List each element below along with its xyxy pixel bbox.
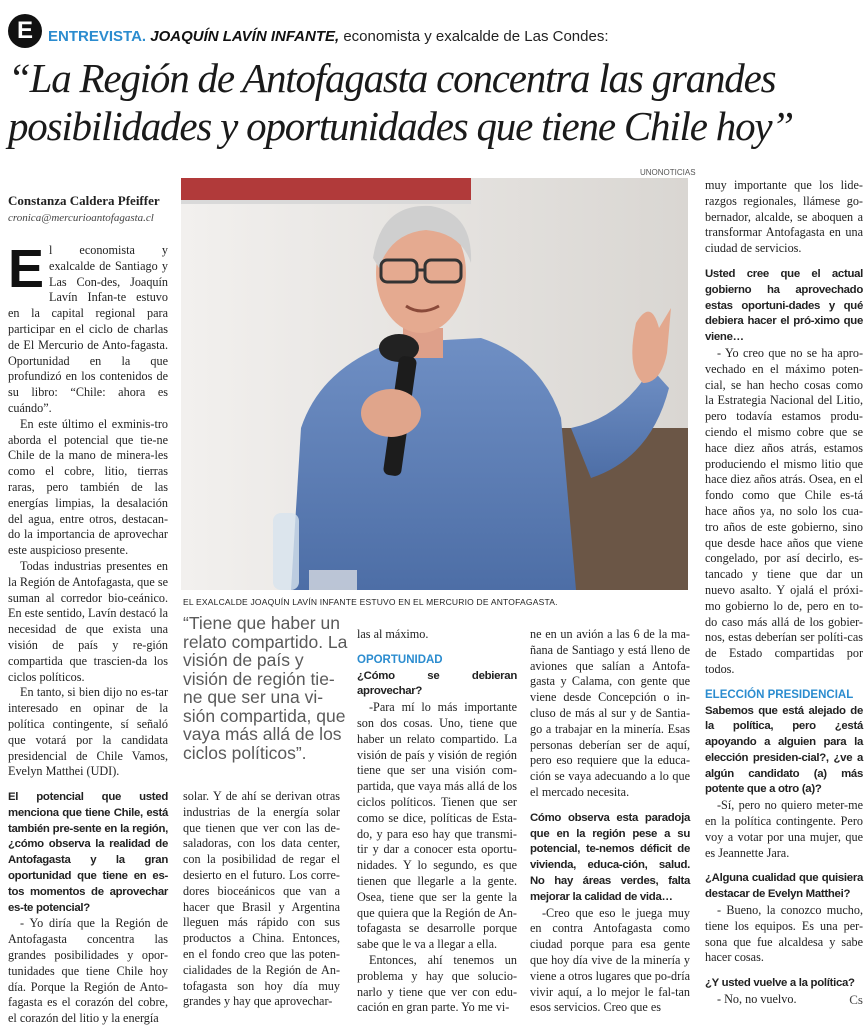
answer — [705, 992, 863, 1008]
question: ¿Y usted vuelve a la política? — [705, 977, 855, 990]
column-2 — [183, 789, 340, 1010]
section-badge: E — [8, 14, 42, 48]
pull-quote: “Tiene que haber un relato compartido. La visión de país y visión de región tie-ne que ser una vi-sión compartida, que vaya más allá de los ciclos políticos”. — [183, 613, 348, 763]
end-mark: Cs — [849, 992, 863, 1008]
photo-caption: EL EXALCALDE JOAQUÍN LAVÍN INFANTE ESTUVO EN EL MERCURIO DE ANTOFAGASTA. — [183, 597, 558, 607]
answer: -Creo que eso le juega muy en contra Antofagasta como ciudad porque para esa gente que hoy día vive de la minería y viene a otros lugares que po-dría vivir aquí, a lo mejor le fal-tan esos servicios. Creo que es — [530, 905, 690, 1015]
drop-cap: E — [8, 239, 45, 299]
interview-photo — [181, 178, 688, 590]
answer: - Yo creo que no se ha apro-vechado en el máximo poten-cial, se han hecho cosas como la Estrategia Nacional del Litio, pero todavía estamos produ-ciendo el mismo cobre que se hace diez años atrás, estamos produciendo el mismo litio que hace diez años atrás. Osea, en el fondo como que Chile es-tá hace años ya, no solo los cua-tro años de este gobierno, sino que desde hace años que viene congelado, por así decirlo, es-tancado y tiene que dar un nuevo asalto. Y ojalá el próxi-mo gobierno lo de, pero en to-do caso más allá de los gobier-nos, estas deberían ser políti-cas de Estado compartidas por todos. — [705, 345, 863, 676]
question: ¿Alguna cualidad que quisiera destacar de Evelyn Matthei? — [705, 872, 863, 901]
body-paragraph: las al máximo. — [357, 627, 429, 641]
question: Sabemos que está alejado de la política, pero ¿está apoyando a alguien para la elección presiden-cial?, ¿ve a algún candidato (a) más potente que a otro (a)? — [705, 704, 863, 796]
question: Cómo observa esta paradoja que en la región pese a su potencial, te-nemos déficit de vivienda, educa-ción, salud. No hay áreas verdes, falta mejorar la calidad de vida… — [530, 811, 690, 903]
headline: “La Región de Antofagasta concentra las grandes posibilidades y oportunidades que tiene Chile hoy” — [8, 55, 793, 149]
column-1 — [8, 239, 168, 1027]
answer: -Para mí lo más importante son dos cosas. Uno, tiene que haber un relato compartido. La visión de país y visión de región tiene que ser una visión com-partida, que vaya más allá de los ciclos políticos. Tienen que ser como se dice, políticas de Esta-do, y para eso hay que transmi-tir y dar a conocer esta oportu-nidades. Y lo segundo, es que tienen que llegarle a la gente. Osea, tiene que ser la gente la que quiera que la Región de An-tofagasta se desarrolle porque sabe que le va a llegar a ella. — [357, 700, 517, 952]
author-name: Constanza Caldera Pfeiffer — [8, 193, 160, 208]
body-paragraph: muy importante que los lide-razgos regionales, llámese go-bernador, alcalde, se aboquen a transformar Antofagasta en una ciudad de servicios. — [705, 178, 863, 256]
kicker — [48, 28, 608, 45]
body-paragraph: Todas industrias presentes en la Región de Antofagasta, que se suman al corredor bio-ceánico. En este sentido, Lavín destacó la necesidad de que exista una visión de país y re-gión compartida que trascien-da los ciclos políticos. — [8, 558, 168, 684]
column-3 — [357, 627, 517, 1016]
body-paragraph: solar. Y de ahí se derivan otras industrias de la energía solar que tienen que ver con las de-saladoras, con los data center, con la posibilidad de regar el desierto en el futuro. Los corre-dores bioceánicos que van a hacer que Brasil y Argentina lleguen más rápido con sus productos a China. Entonces, en el fondo creo que las poten-cialidades de la Región de An-tofagasta son hoy día muy grandes y hay que aprovechar- — [183, 789, 340, 1009]
kicker-rest: economista y exalcalde de Las Condes: — [339, 28, 609, 45]
intro-paragraph — [8, 239, 168, 417]
answer: -Sí, pero no quiero meter-me en la política contingente. Pero voy a votar por una mujer, que es Jeannette Jara. — [705, 798, 863, 860]
kicker-tag: ENTREVISTA. — [48, 28, 147, 45]
question: Usted cree que el actual gobierno ha aprovechado estas oportuni-dades y qué debiera hacer el pró-ximo que viene… — [705, 267, 863, 344]
body-paragraph: En este último el exminis-tro aborda el potencial que tie-ne Chile de la mano de minera-les como el cobre, litio, tierras raras, pero también de las energías limpias, la desalación del agua, entre otros, destacan-do la importancia de aprovechar este auspicioso presente. — [8, 416, 168, 558]
final-answer: - No, no vuelvo. — [717, 992, 797, 1007]
photo-illustration — [181, 178, 688, 590]
column-4 — [530, 627, 690, 1016]
body-paragraph: En tanto, si bien dijo no es-tar interesado en opinar de la política contingente, sí señaló que votará por la candidata presidencial de Chile Vamos, Evelyn Matthei (UDI). — [8, 685, 168, 779]
answer: - Bueno, la conozco mucho, tiene los equipos. Es una per-sona que fue alcaldesa y sabe hacer cosas. — [705, 903, 863, 965]
body-paragraph: ne en un avión a las 6 de la ma-ñana de Santiago y está lleno de aviones que salían a Antofa-gasta y Calama, con gente que viene desde Concepción o in-cluso de más al sur y de Santia-go a trabajar en la minería. Esas personas deberían ser de aquí, pero eso requiere que la educa-ción se vaya adecuando a lo que el mercado necesita. — [530, 627, 690, 799]
column-5 — [705, 178, 863, 1008]
author-email[interactable]: cronica@mercurioantofagasta.cl — [8, 212, 154, 224]
question: ¿Cómo se debieran aprovechar? — [357, 669, 517, 698]
kicker-name: JOAQUÍN LAVÍN INFANTE, — [150, 28, 340, 45]
photo-credit: UNONOTICIAS — [640, 168, 696, 177]
subheading: ELECCIÓN PRESIDENCIAL — [705, 688, 854, 701]
question: El potencial que usted menciona que tiene Chile, está también pre-sente en la región, ¿cómo observa la realidad de Antofagasta y la gran oportunidad que tiene en es-tos momentos de aprovechar es-te potencial? — [8, 791, 168, 914]
answer: - Yo diría que la Región de Antofagasta concentra las grandes posibilidades y opor-tunidades que tiene Chile hoy día. Porque la Región de Anto-fagasta es el corazón del cobre, el corazón del litio y la energía — [8, 916, 168, 1026]
answer: Entonces, ahí tenemos un problema y hay que solucio-narlo y tiene que ver con edu-cación en gran parte. Yo me vi- — [357, 952, 517, 1015]
intro-text: l economista y exalcalde de Santiago y Las Con-des, Joaquín Lavín Infan-te estuvo en la capital regional para participar en el ciclo de charlas de El Mercurio de Anto-fagasta. Oportunidad en la que profundizó en los contenidos de su libro: “Chile: ahora es cuándo”. — [8, 243, 168, 415]
subheading: OPORTUNIDAD — [357, 653, 443, 666]
